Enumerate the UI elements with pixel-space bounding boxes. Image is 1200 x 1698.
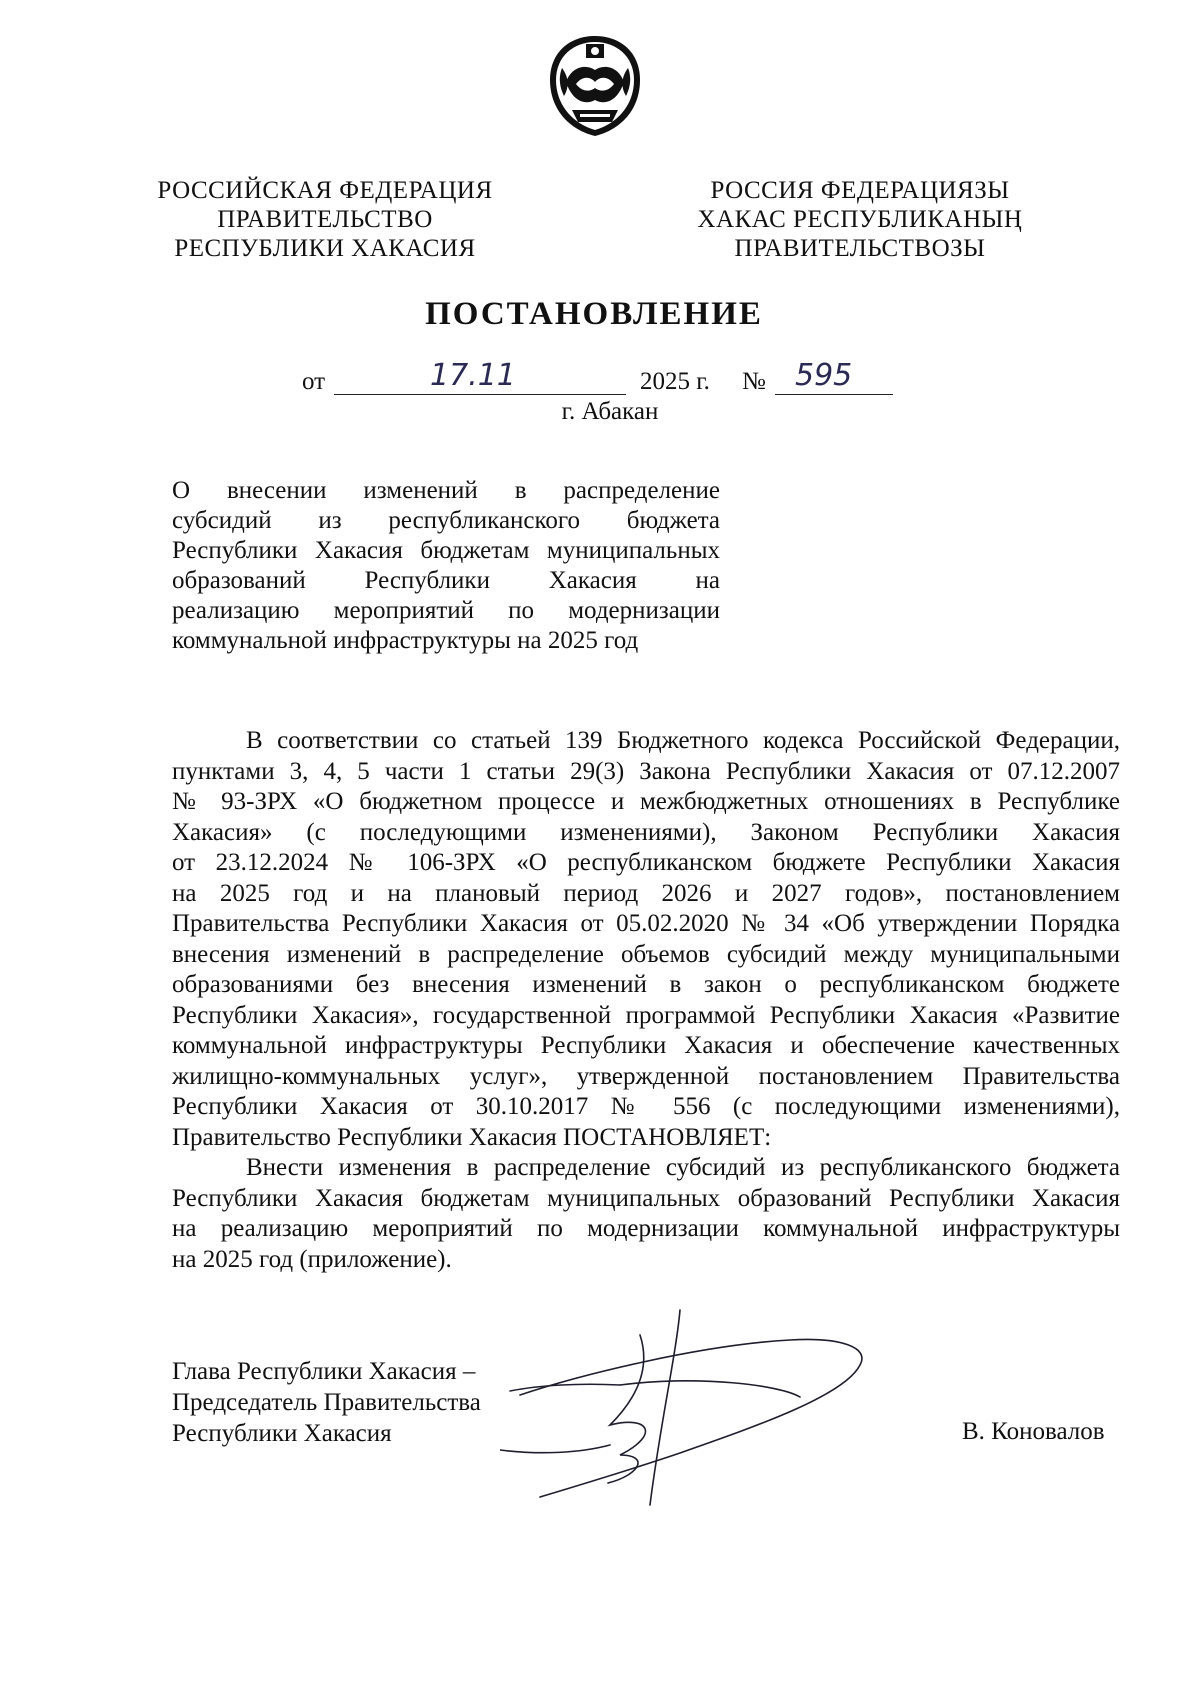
signatory-name: В. Коновалов: [962, 1418, 1105, 1445]
body-line: Внести изменения в распределение субсидий из республиканского бюджета: [246, 1154, 1120, 1181]
document-body: [172, 726, 1120, 1275]
body-line: Правительство Республики Хакасия ПОСТАНОВЛЯЕТ:: [172, 1123, 772, 1151]
header-left-line: РОССИЙСКАЯ ФЕДЕРАЦИЯ: [157, 177, 493, 204]
signatory-position: [172, 1356, 481, 1449]
body-line: от 23.12.2024 № 106-ЗРХ «О республиканском бюджете Республики Хакасия: [172, 849, 1120, 876]
date-year: 2025 г.: [640, 368, 710, 395]
number-sign: №: [742, 368, 766, 395]
header-left-line: РЕСПУБЛИКИ ХАКАСИЯ: [174, 235, 476, 262]
header-left-line: ПРАВИТЕЛЬСТВО: [217, 206, 433, 233]
body-line: коммунальной инфраструктуры Республики Хакасия и обеспечение качественных: [172, 1032, 1120, 1059]
position-line: Председатель Правительства: [172, 1389, 481, 1416]
header-right-line: РОССИЯ ФЕДЕРАЦИЯЗЫ: [710, 177, 1010, 204]
date-prefix: от: [302, 368, 326, 395]
subject-line: субсидий из республиканского бюджета: [172, 507, 720, 534]
body-line: В соответствии со статьей 139 Бюджетного кодекса Российской Федерации,: [246, 727, 1120, 754]
handwritten-number: 595: [795, 358, 853, 393]
body-line: на реализацию мероприятий по модернизации коммунальной инфраструктуры: [172, 1215, 1120, 1242]
date-underline: [334, 394, 626, 395]
body-line: № 93-ЗРХ «О бюджетном процессе и межбюджетных отношениях в Республике: [172, 788, 1120, 815]
subject-line: реализацию мероприятий по модернизации: [172, 597, 720, 624]
body-line: на 2025 год (приложение).: [172, 1245, 452, 1273]
subject-line: коммунальной инфраструктуры на 2025 год: [172, 627, 639, 654]
coat-of-arms-emblem: [542, 30, 648, 142]
header-right: [670, 176, 1050, 263]
body-line: на 2025 год и на плановый период 2026 и 2027 годов», постановлением: [172, 879, 1120, 907]
subject-line: образований Республики Хакасия на: [172, 567, 720, 594]
body-line: Республики Хакасия», государственной программой Республики Хакасия «Развитие: [172, 1001, 1120, 1029]
document-subject: [172, 476, 720, 656]
header-right-line: ПРАВИТЕЛЬСТВОЗЫ: [734, 235, 986, 262]
handwritten-signature: [500, 1305, 890, 1515]
body-line: Республики Хакасия бюджетам муниципальных образований Республики Хакасия: [172, 1184, 1120, 1212]
subject-line: Республики Хакасия бюджетам муниципальных: [172, 537, 720, 564]
body-line: Правительства Республики Хакасия от 05.02.2020 № 34 «Об утверждении Порядка: [172, 910, 1120, 937]
subject-line: О внесении изменений в распределение: [172, 477, 720, 504]
number-underline: [775, 394, 893, 395]
document-title: ПОСТАНОВЛЕНИЕ: [425, 296, 763, 332]
body-line: внесения изменений в распределение объемов субсидий между муниципальными: [172, 940, 1120, 968]
handwritten-date: 17.11: [430, 358, 516, 393]
header-right-line: ХАКАС РЕСПУБЛИКАНЫҢ: [697, 206, 1023, 233]
body-line: образованиями без внесения изменений в закон о республиканском бюджете: [172, 971, 1120, 998]
position-line: Глава Республики Хакасия –: [172, 1358, 476, 1385]
header-left: [135, 176, 515, 263]
city-label: г. Абакан: [561, 398, 659, 425]
body-line: пунктами 3, 4, 5 части 1 статьи 29(3) Закона Республики Хакасия от 07.12.2007: [172, 757, 1120, 785]
position-line: Республики Хакасия: [172, 1420, 392, 1447]
body-line: жилищно-коммунальных услуг», утвержденной постановлением Правительства: [172, 1062, 1120, 1090]
body-line: Хакасия» (с последующими изменениями), Законом Республики Хакасия: [172, 818, 1120, 846]
body-line: Республики Хакасия от 30.10.2017 № 556 (с последующими изменениями),: [172, 1093, 1120, 1120]
